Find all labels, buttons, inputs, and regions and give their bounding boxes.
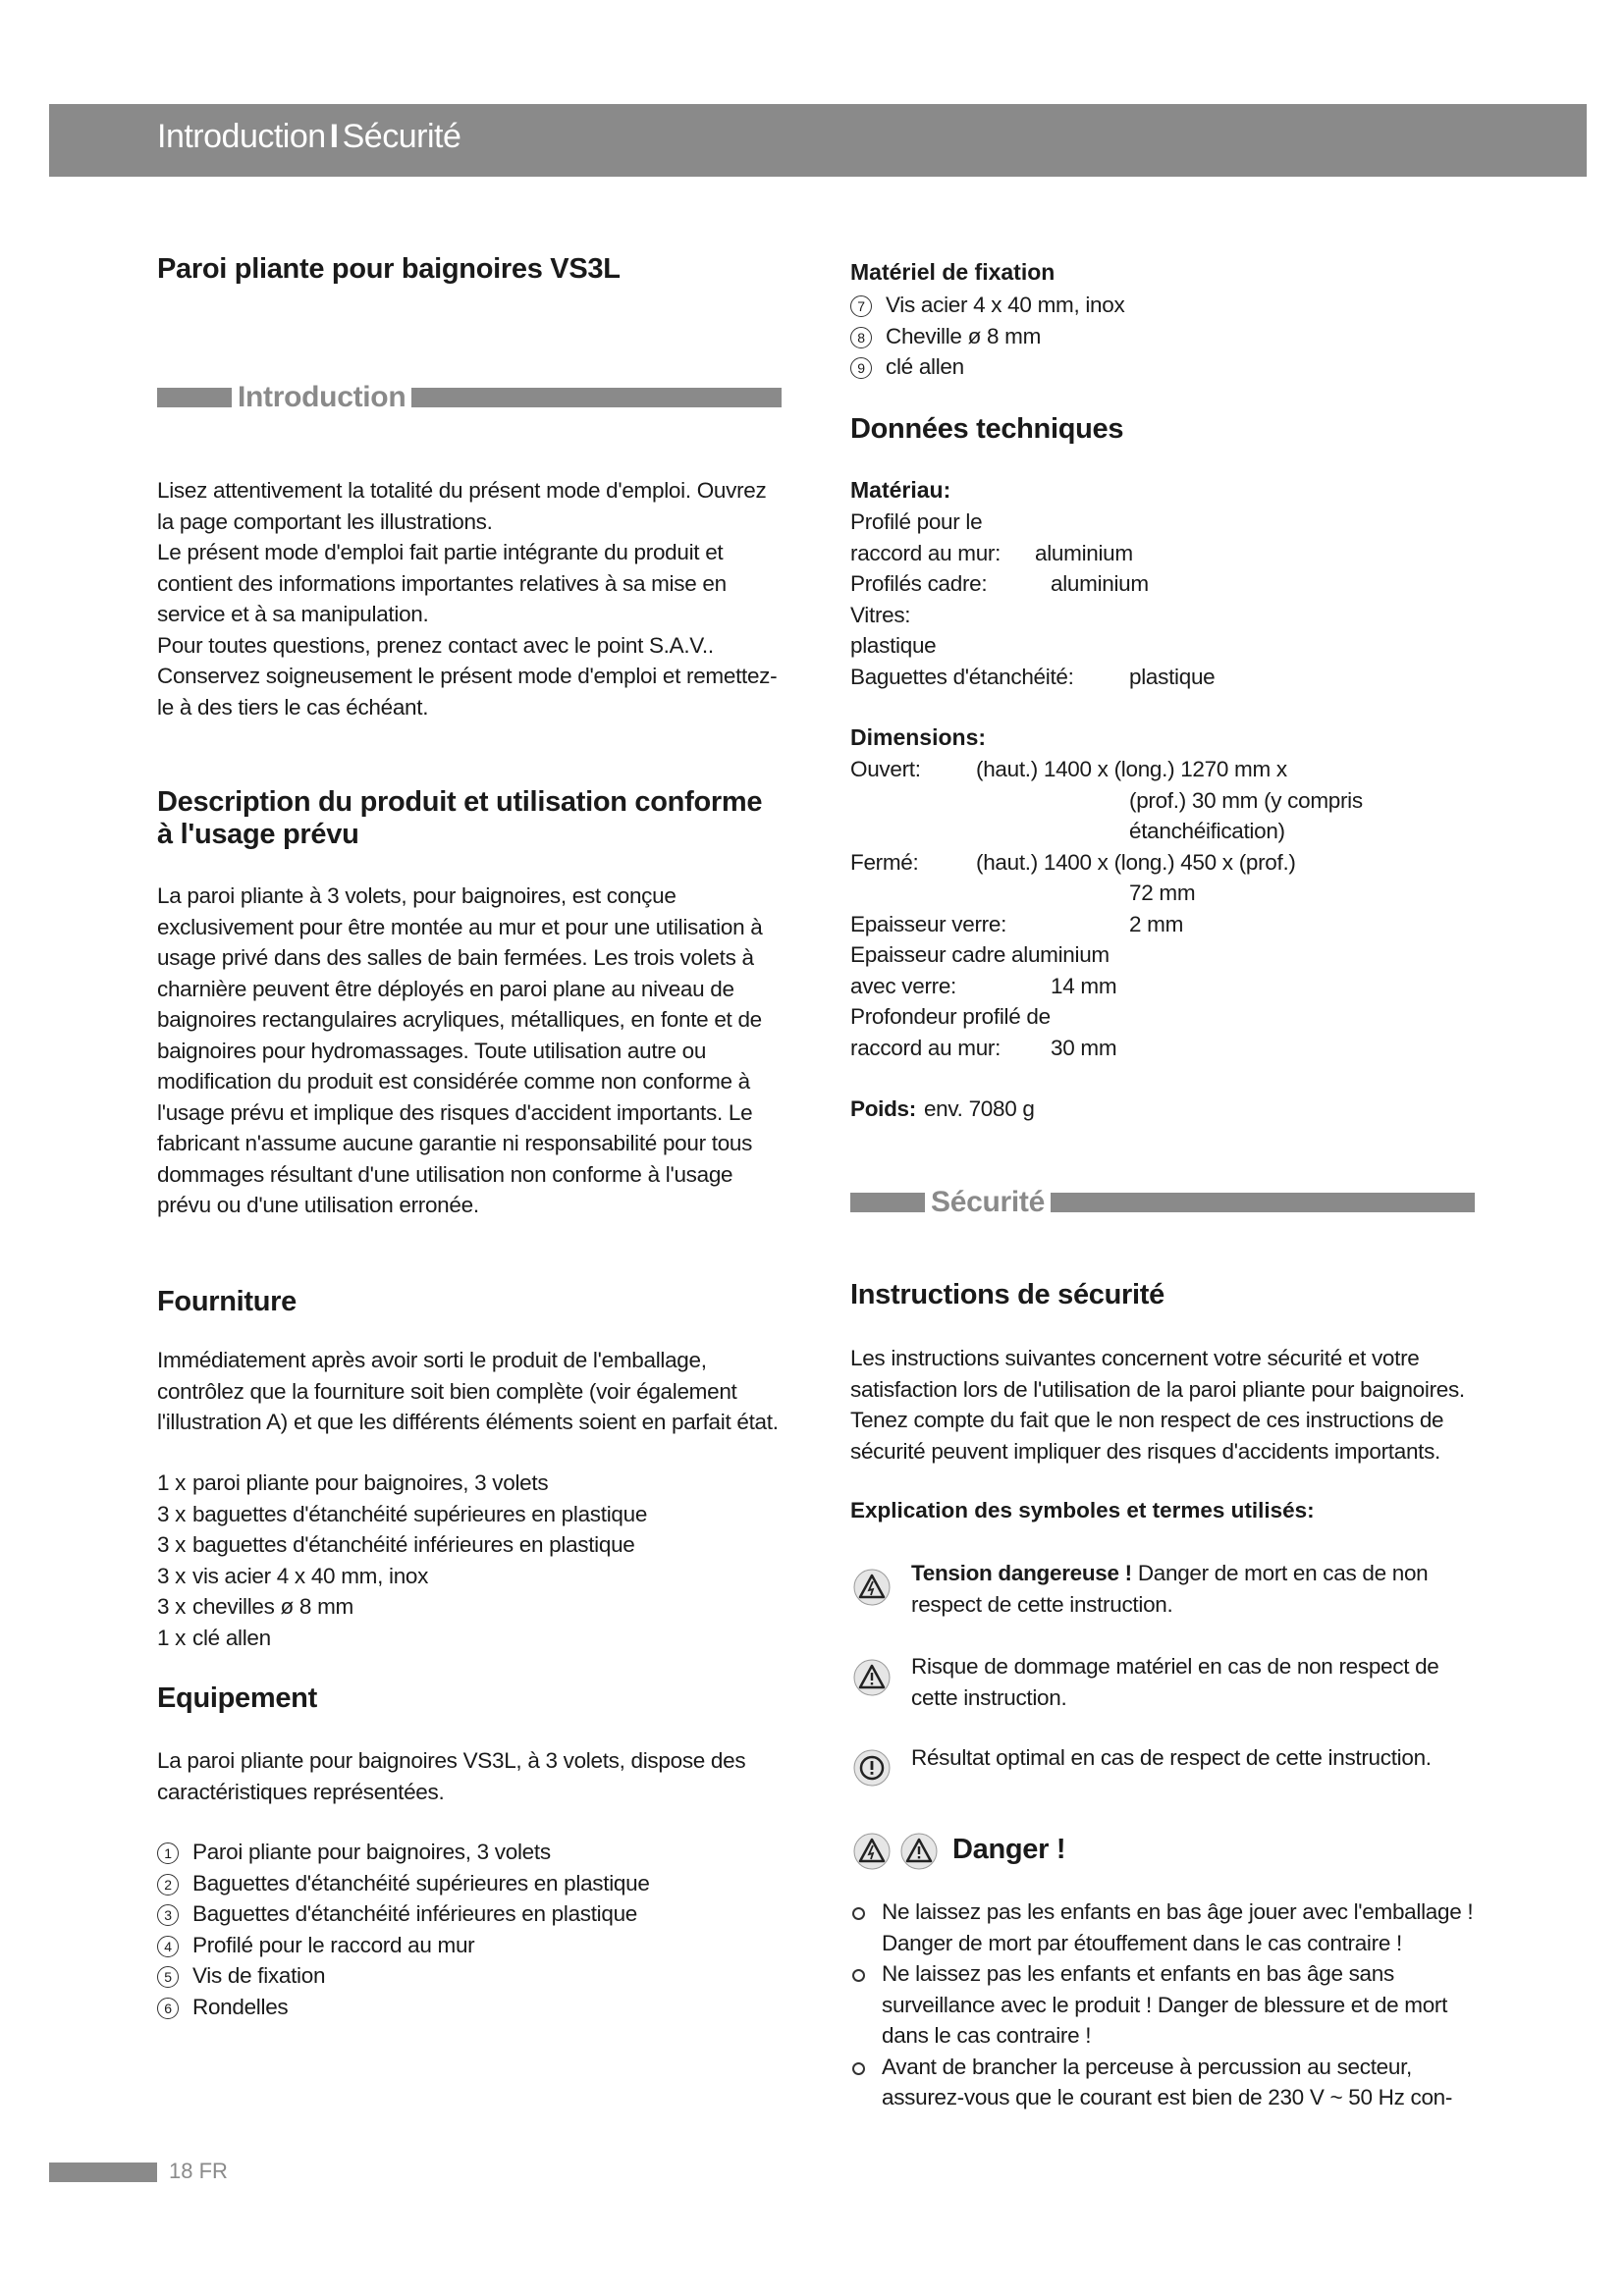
- list-item: 1 Paroi pliante pour baignoires, 3 volets: [157, 1837, 650, 1868]
- poids-label: Poids:: [850, 1096, 916, 1121]
- intro-text: [157, 475, 785, 722]
- list-item: 3 x chevilles ø 8 mm: [157, 1594, 353, 1619]
- dimension-row: Profondeur profilé de: [850, 1004, 1051, 1029]
- equipement-list: [157, 1837, 650, 2022]
- number-circle: 8: [850, 327, 872, 348]
- header-title-securite: Sécurité: [342, 118, 461, 155]
- dimension-row: Ouvert: (haut.) 1400 x (long.) 1270 mm x: [850, 757, 1287, 781]
- instructions-heading: Instructions de sécurité: [850, 1279, 1164, 1310]
- list-item: 1 x paroi pliante pour baignoires, 3 volets: [157, 1470, 549, 1495]
- header-separator: I: [329, 118, 339, 155]
- materiau-row: Baguettes d'étanchéité: plastique: [850, 664, 1216, 689]
- list-item: 5 Vis de fixation: [157, 1960, 650, 1992]
- list-item: 1 x clé allen: [157, 1625, 271, 1650]
- number-circle: 3: [157, 1904, 179, 1926]
- list-item: 3 x vis acier 4 x 40 mm, inox: [157, 1563, 429, 1588]
- fixation-list: [850, 290, 1124, 383]
- symbol3-text: Résultat optimal en cas de respect de cette instruction.: [911, 1745, 1432, 1770]
- list-item: 7 Vis acier 4 x 40 mm, inox: [850, 290, 1124, 321]
- dimension-row: (prof.) 30 mm (y compris étanchéification): [1129, 787, 1363, 843]
- electric-warning-icon: [852, 1832, 892, 1871]
- intro-paragraph: Lisez attentivement la totalité du présent mode d'emploi. Ouvrez la page comportant les illustrations.: [157, 478, 767, 534]
- banner-bar-right: [411, 388, 782, 407]
- list-item: 3 x baguettes d'étanchéité supérieures en plastique: [157, 1501, 648, 1526]
- tech-heading: Données techniques: [850, 413, 1124, 445]
- poids-row: [850, 1094, 1035, 1125]
- number-circle: 5: [157, 1966, 179, 1988]
- materiau-row: raccord au mur: aluminium: [850, 540, 1133, 565]
- fourniture-list: [157, 1468, 647, 1653]
- list-item: Ne laissez pas les enfants en bas âge jouer avec l'emballage ! Danger de mort par étouffement dans le cas contraire !: [850, 1896, 1475, 1958]
- dimension-row: 72 mm: [1129, 881, 1196, 905]
- intro-paragraph: Pour toutes questions, prenez contact avec le point S.A.V.. Conservez soigneusement le présent mode d'emploi et remettez-le à des tiers le cas échéant.: [157, 632, 778, 720]
- header-title-intro: Introduction: [157, 118, 326, 155]
- materiau-row: Vitres:: [850, 602, 911, 627]
- dimension-row: Epaisseur verre: 2 mm: [850, 911, 1184, 936]
- number-circle: 9: [850, 357, 872, 379]
- number-circle: 1: [157, 1842, 179, 1864]
- bullet-icon: [852, 2062, 865, 2075]
- list-item: 8 Cheville ø 8 mm: [850, 321, 1124, 352]
- dimension-row: raccord au mur: 30 mm: [850, 1035, 1117, 1060]
- doc-title: Paroi pliante pour baignoires VS3L: [157, 253, 621, 285]
- list-item: 3 Baguettes d'étanchéité inférieures en plastique: [157, 1898, 650, 1930]
- materiau-row: Profilés cadre: aluminium: [850, 571, 1149, 596]
- danger-heading: Danger !: [952, 1834, 1066, 1865]
- list-item: 9 clé allen: [850, 351, 1124, 383]
- securite-banner-label: Sécurité: [931, 1186, 1045, 1218]
- number-circle: 2: [157, 1874, 179, 1896]
- header-bar: [49, 104, 1587, 177]
- page-number: 18 FR: [169, 2159, 228, 2183]
- symbol1-text: Tension dangereuse ! Danger de mort en cas de non respect de cette instruction.: [911, 1561, 1429, 1617]
- electric-warning-icon: [852, 1568, 892, 1607]
- equipement-heading: Equipement: [157, 1682, 317, 1714]
- banner-bar-left: [157, 388, 232, 407]
- dimensions-block: [850, 754, 1479, 1063]
- instructions-text: Les instructions suivantes concernent votre sécurité et votre satisfaction lors de l'utilisation de la paroi pliante pour baignoires. Tenez compte du fait que le non respect de ces instructions de sécurité peuvent impliquer des risques d'accidents importants.: [850, 1346, 1465, 1464]
- description-text: La paroi pliante à 3 volets, pour baignoires, est conçue exclusivement pour être montée au mur et pour une utilisation à usage privé dans des salles de bain fermées. Les trois volets à charnière peuvent être déployés en paroi plane au niveau de baignoires rectangulaires acryliques, métalliques, en fonte et de baignoires pour hydromassages. Toute utilisation autre ou modification du produit est considérée comme non conforme à l'usage prévu et implique des risques d'accident importants. Le fabricant n'assume aucune garantie ni responsabilité pour tous dommages résultant d'une utilisation non conforme à l'usage prévu ou d'une utilisation erronée.: [157, 883, 763, 1217]
- materiau-row: Profilé pour le: [850, 509, 983, 534]
- danger-list: [850, 1896, 1475, 2113]
- banner-bar-left: [850, 1193, 925, 1212]
- materiau-heading: Matériau:: [850, 477, 951, 503]
- materiau-block: [850, 507, 1479, 692]
- number-circle: 4: [157, 1936, 179, 1957]
- list-item: Avant de brancher la perceuse à percussion au secteur, assurez-vous que le courant est bien de 230 V ~ 50 Hz con-: [850, 2052, 1475, 2113]
- symbol1-bold: Tension dangereuse !: [911, 1561, 1132, 1585]
- list-item: Ne laissez pas les enfants et enfants en bas âge sans surveillance avec le produit ! Danger de blessure et de mort dans le cas contraire !: [850, 1958, 1475, 2052]
- bullet-icon: [852, 1907, 865, 1920]
- securite-banner: [850, 1186, 1475, 1219]
- dimensions-heading: Dimensions:: [850, 724, 987, 750]
- dimension-row: Epaisseur cadre aluminium: [850, 942, 1110, 967]
- fourniture-text: Immédiatement après avoir sorti le produit de l'emballage, contrôlez que la fourniture soit bien complète (voir également l'illustration A) et que les différents éléments soient en parfait état.: [157, 1348, 779, 1434]
- poids-value: env. 7080 g: [923, 1096, 1035, 1121]
- list-item: 4 Profilé pour le raccord au mur: [157, 1930, 650, 1961]
- materiau-row: plastique: [850, 633, 937, 658]
- banner-bar-right: [1051, 1193, 1475, 1212]
- symbols-heading: Explication des symboles et termes utilisés:: [850, 1498, 1315, 1522]
- intro-paragraph: Le présent mode d'emploi fait partie intégrante du produit et contient des informations importantes relatives à sa mise en service et à sa manipulation.: [157, 540, 727, 626]
- bullet-icon: [852, 1969, 865, 1982]
- dimension-row: Fermé: (haut.) 1400 x (long.) 450 x (prof.): [850, 849, 1296, 875]
- number-circle: 7: [850, 295, 872, 317]
- info-exclamation-icon: [852, 1748, 892, 1788]
- list-item: 2 Baguettes d'étanchéité supérieures en plastique: [157, 1868, 650, 1899]
- number-circle: 6: [157, 1998, 179, 2019]
- symbol2-text: Risque de dommage matériel en cas de non respect de cette instruction.: [911, 1654, 1439, 1710]
- intro-banner-label: Introduction: [238, 381, 406, 413]
- header-title: [157, 118, 460, 156]
- list-item: 6 Rondelles: [157, 1992, 650, 2023]
- warning-icon: [899, 1832, 939, 1871]
- fixation-heading: Matériel de fixation: [850, 259, 1056, 285]
- fourniture-heading: Fourniture: [157, 1286, 297, 1317]
- list-item: 3 x baguettes d'étanchéité inférieures en plastique: [157, 1532, 635, 1557]
- intro-banner: [157, 381, 782, 414]
- description-heading: Description du produit et utilisation conforme à l'usage prévu: [157, 786, 763, 850]
- equipement-text: La paroi pliante pour baignoires VS3L, à 3 volets, dispose des caractéristiques représentées.: [157, 1748, 746, 1804]
- footer-bar: [49, 2163, 157, 2182]
- warning-icon: [852, 1658, 892, 1697]
- dimension-row: avec verre: 14 mm: [850, 973, 1117, 998]
